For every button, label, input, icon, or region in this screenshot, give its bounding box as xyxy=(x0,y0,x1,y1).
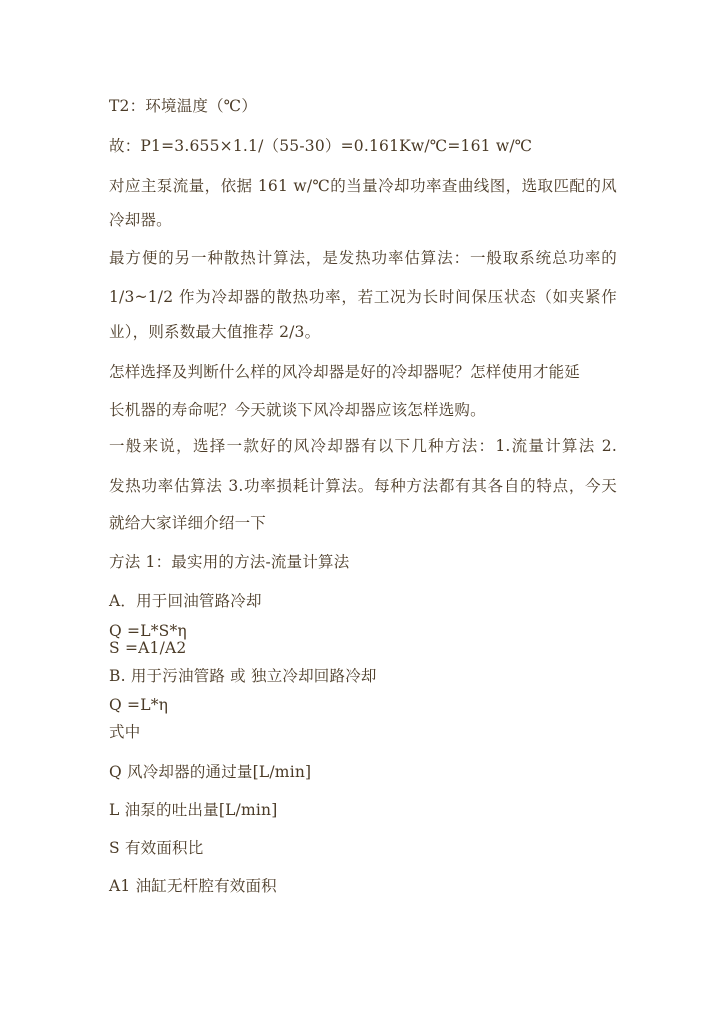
formula-q-a: Q =L*S*η xyxy=(109,622,187,640)
text-line-paragraph-4c: 就给大家详细介绍一下 xyxy=(109,514,267,532)
text-line-paragraph-1b: 冷却器。 xyxy=(109,211,172,229)
text-line-t2-definition: T2：环境温度（℃） xyxy=(109,97,258,115)
text-line-paragraph-1a: 对应主泵流量，依据 161 w/℃的当量冷却功率查曲线图，选取匹配的风 xyxy=(109,177,617,195)
definition-l: L 油泵的吐出量[L/min] xyxy=(109,801,278,819)
text-line-paragraph-2c: 业），则系数最大值推荐 2/3。 xyxy=(109,323,321,341)
where-label: 式中 xyxy=(109,723,141,741)
text-line-paragraph-4a: 一般来说，选择一款好的风冷却器有以下几种方法：1.流量计算法 2. xyxy=(109,437,617,455)
text-line-paragraph-3b: 长机器的寿命呢？今天就谈下风冷却器应该怎样选购。 xyxy=(109,401,486,419)
section-a-heading: A．用于回油管路冷却 xyxy=(109,592,262,610)
formula-s: S =A1/A2 xyxy=(109,639,187,657)
text-line-paragraph-3a: 怎样选择及判断什么样的风冷却器是好的冷却器呢？怎样使用才能延 xyxy=(109,363,581,381)
definition-a1: A1 油缸无杆腔有效面积 xyxy=(109,877,277,895)
text-line-paragraph-2a: 最方便的另一种散热计算法，是发热功率估算法：一般取系统总功率的 xyxy=(109,249,617,267)
definition-q: Q 风冷却器的通过量[L/min] xyxy=(109,763,312,781)
definition-s: S 有效面积比 xyxy=(109,839,204,857)
text-line-paragraph-4b: 发热功率估算法 3.功率损耗计算法。每种方法都有其各自的特点，今天 xyxy=(109,477,617,495)
section-b-heading: B. 用于污油管路 或 独立冷却回路冷却 xyxy=(109,667,377,685)
text-line-p1-formula: 故：P1=3.655×1.1/（55-30）=0.161Kw/℃=161 w/℃ xyxy=(109,137,533,155)
formula-q-b: Q =L*η xyxy=(109,696,169,714)
text-line-paragraph-2b: 1/3~1/2 作为冷却器的散热功率，若工况为长时间保压状态（如夹紧作 xyxy=(109,288,617,306)
method-1-heading: 方法 1：最实用的方法-流量计算法 xyxy=(109,553,350,571)
